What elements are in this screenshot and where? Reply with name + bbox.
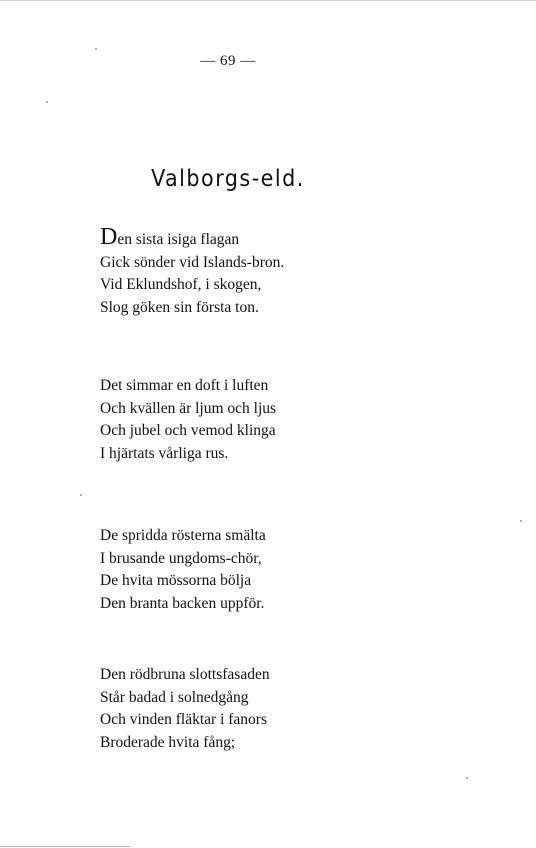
stanza-2: [100, 375, 400, 465]
stanza-3-line-3: De hvita mössorna bölja: [100, 572, 252, 589]
stanza-3-line-4: Den branta backen uppför.: [100, 594, 265, 612]
stanza-1-line-4: Slog göken sin första ton.: [100, 298, 259, 316]
poem-title: Valborgs-eld.: [151, 166, 305, 192]
stanza-1: [100, 224, 400, 319]
paper-speck: [95, 48, 97, 50]
paper-speck: [80, 494, 82, 496]
stanza-4: [100, 664, 400, 754]
paper-speck: [466, 777, 468, 779]
stanza-4-line-3: Och vinden fläktar i fanors: [100, 711, 267, 728]
stanza-3: [100, 525, 400, 615]
paper-speck: [520, 520, 522, 522]
paper-speck: [46, 101, 48, 103]
stanza-2-line-2: Och kvällen är ljum och ljus: [100, 399, 277, 417]
stanza-3-line-1: De spridda rösterna smälta: [100, 527, 266, 544]
stanza-2-line-3: Och jubel och vemod klinga: [100, 422, 276, 439]
stanza-2-line-1: Det simmar en doft i luften: [100, 377, 269, 394]
drop-cap: D: [100, 224, 118, 250]
stanza-2-line-4: I hjärtats vårliga rus.: [100, 444, 229, 462]
stanza-1-line-3: Vid Eklundshof, i skogen,: [100, 276, 262, 293]
stanza-4-line-2: Står badad i solnedgång: [100, 688, 249, 706]
stanza-4-line-1: Den rödbruna slottsfasaden: [100, 666, 270, 683]
bottom-edge-rule: [0, 846, 130, 847]
top-edge-rule: [0, 0, 536, 1]
stanza-1-line-2: Gick sönder vid Islands-bron.: [100, 253, 285, 271]
stanza-1-line-1-text: en sista isiga flagan: [117, 231, 240, 248]
stanza-3-line-2: I brusande ungdoms-chör,: [100, 549, 262, 567]
stanza-1-line-1: [100, 224, 400, 252]
page-number: — 69 —: [200, 53, 256, 69]
stanza-4-line-4: Broderade hvita fång;: [100, 733, 236, 751]
